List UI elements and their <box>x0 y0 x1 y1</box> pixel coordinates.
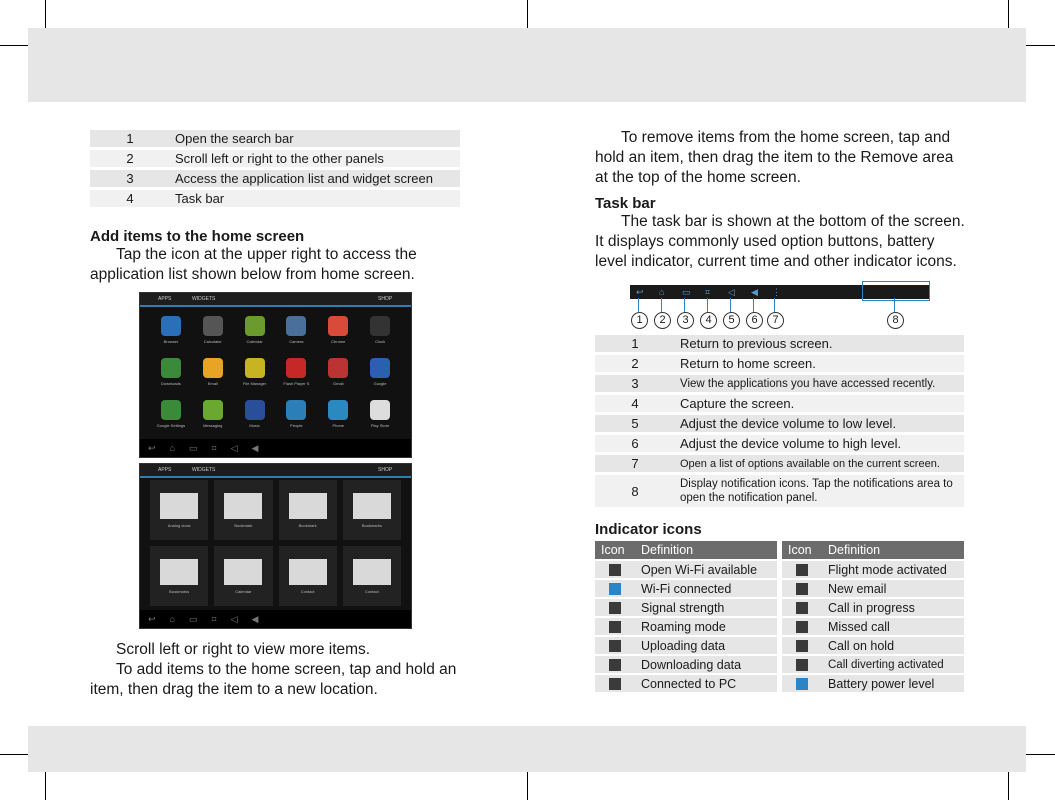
app-icon <box>286 316 306 336</box>
paragraph-line: application list shown below from home screen. <box>90 266 415 283</box>
home-screen-legend-table <box>90 127 460 210</box>
wifi-connected-icon <box>609 583 621 595</box>
app-label: Play Store <box>370 423 390 428</box>
volume-down-icon: ◁ <box>230 442 238 453</box>
definition-cell: Connected to PC <box>635 675 777 692</box>
app-icon <box>286 400 306 420</box>
row-number: 7 <box>595 455 675 472</box>
app-label: Email <box>207 381 218 386</box>
app-icon-item <box>192 351 234 393</box>
app-icon <box>161 400 181 420</box>
airplane-icon <box>796 564 808 576</box>
column-header-icon: Icon <box>595 541 635 559</box>
bottom-band <box>28 726 1026 772</box>
app-icon <box>245 358 265 378</box>
callout-number: 1 <box>631 312 648 329</box>
tab-apps: APPS <box>158 467 172 473</box>
app-label: File Manager <box>242 381 267 386</box>
notification-area-highlight <box>862 281 930 301</box>
callout-number: 7 <box>767 312 784 329</box>
widget-item <box>150 480 208 540</box>
remove-items-section <box>595 128 995 188</box>
menu-icon: ⋮ <box>772 287 781 297</box>
callout-leader <box>753 298 754 312</box>
task-bar-illustration <box>630 285 930 299</box>
email-icon <box>796 583 808 595</box>
app-label: Flash Player S <box>283 381 310 386</box>
callout-number: 2 <box>654 312 671 329</box>
back-icon: ↩ <box>636 287 644 297</box>
crop-mark <box>1008 0 1009 28</box>
column-header-definition: Definition <box>822 541 964 559</box>
app-icon-item <box>275 309 317 351</box>
roaming-icon <box>609 621 621 633</box>
app-icon <box>203 358 223 378</box>
back-icon: ↩ <box>148 613 156 624</box>
row-description: Scroll left or right to the other panels <box>170 150 460 167</box>
paragraph-line: It displays commonly used option buttons, battery <box>595 233 935 250</box>
recent-apps-icon: ▭ <box>188 442 198 453</box>
tab-widgets: WIDGETS <box>192 296 216 302</box>
row-number: 5 <box>595 415 675 432</box>
app-icon-item <box>234 393 276 435</box>
widget-label: Analog clock <box>167 522 191 528</box>
indicator-icons-heading: Indicator icons <box>595 521 702 538</box>
callout-number: 5 <box>723 312 740 329</box>
app-icon-item <box>317 309 359 351</box>
app-label: Calculator <box>203 339 222 344</box>
app-icon <box>286 358 306 378</box>
row-number: 1 <box>90 130 170 147</box>
add-items-section <box>90 228 480 285</box>
widget-thumbnail <box>353 559 391 585</box>
signal-strength-icon <box>609 602 621 614</box>
row-number: 4 <box>595 395 675 412</box>
widget-thumbnail <box>224 493 262 519</box>
crop-mark <box>45 0 46 28</box>
widget-thumbnail <box>289 493 327 519</box>
missed-call-icon <box>796 621 808 633</box>
widget-item <box>279 480 337 540</box>
app-icon-item <box>234 351 276 393</box>
app-grid <box>150 309 401 435</box>
task-bar-section <box>595 195 995 272</box>
screenshot-tab-bar <box>140 464 411 478</box>
crop-mark <box>1026 754 1055 755</box>
column-header-definition: Definition <box>635 541 777 559</box>
callout-leader <box>894 298 895 312</box>
definition-cell: Downloading data <box>635 656 777 673</box>
definition-cell: New email <box>822 580 964 597</box>
app-label: Phone <box>332 423 345 428</box>
battery-icon <box>796 678 808 690</box>
row-description: Return to home screen. <box>675 355 964 372</box>
crop-mark <box>527 772 528 800</box>
row-description: Open the search bar <box>170 130 460 147</box>
callout-leader <box>730 298 731 312</box>
download-icon <box>609 659 621 671</box>
recent-apps-icon: ▭ <box>188 613 198 624</box>
upload-icon <box>609 640 621 652</box>
screenshot-nav-bar <box>140 610 411 628</box>
callout-leader <box>774 298 775 312</box>
app-icon <box>161 358 181 378</box>
recent-apps-icon: ▭ <box>682 287 691 297</box>
row-description: Open a list of options available on the current screen. <box>675 455 964 472</box>
screenshot-icon: ⌗ <box>211 613 217 624</box>
definition-cell: Call diverting activated <box>822 656 964 673</box>
crop-mark <box>1026 45 1055 46</box>
shop-label: SHOP <box>378 467 393 473</box>
paragraph-line: Scroll left or right to view more items. <box>116 641 371 658</box>
tab-apps: APPS <box>158 296 172 302</box>
app-icon-item <box>317 393 359 435</box>
app-icon-item <box>317 351 359 393</box>
widget-label: Bookmarks <box>361 522 382 528</box>
definition-cell: Signal strength <box>635 599 777 616</box>
app-icon <box>370 400 390 420</box>
crop-mark <box>0 45 28 46</box>
row-description: Adjust the device volume to low level. <box>675 415 964 432</box>
widget-label: Bookmark <box>234 522 253 528</box>
app-icon-item <box>275 393 317 435</box>
widget-thumbnail <box>160 493 198 519</box>
callout-number: 8 <box>887 312 904 329</box>
app-icon <box>203 316 223 336</box>
row-description: Access the application list and widget screen <box>170 170 460 187</box>
app-icon-item <box>359 309 401 351</box>
app-label: Gmail <box>333 381 344 386</box>
app-label: Music <box>249 423 260 428</box>
app-icon-item <box>234 309 276 351</box>
screenshot-nav-bar <box>140 439 411 457</box>
crop-mark <box>0 754 28 755</box>
column-header-icon: Icon <box>782 541 822 559</box>
definition-cell: Open Wi-Fi available <box>635 561 777 578</box>
row-number: 6 <box>595 435 675 452</box>
app-icon <box>245 400 265 420</box>
definition-cell: Uploading data <box>635 637 777 654</box>
app-icon-item <box>192 309 234 351</box>
callout-number: 6 <box>746 312 763 329</box>
definition-cell: Call in progress <box>822 599 964 616</box>
widget-label: Bookmark <box>298 522 317 528</box>
app-icon-item <box>150 309 192 351</box>
row-description: Display notification icons. Tap the notifications area to open the notification panel. <box>675 475 964 507</box>
back-icon: ↩ <box>148 442 156 453</box>
widget-item <box>214 480 272 540</box>
row-description: Adjust the device volume to high level. <box>675 435 964 452</box>
row-number: 4 <box>90 190 170 207</box>
volume-up-icon: ◀ <box>251 442 259 453</box>
volume-up-icon: ◀ <box>751 287 758 297</box>
app-icon-item <box>150 393 192 435</box>
widget-thumbnail <box>160 559 198 585</box>
definition-cell: Missed call <box>822 618 964 635</box>
widget-label: Contact <box>364 588 379 594</box>
definition-cell: Flight mode activated <box>822 561 964 578</box>
app-icon <box>370 358 390 378</box>
app-icon <box>328 316 348 336</box>
widget-item <box>343 480 401 540</box>
call-divert-icon <box>796 659 808 671</box>
top-band <box>28 28 1026 102</box>
home-icon: ⌂ <box>169 443 175 453</box>
definition-cell: Roaming mode <box>635 618 777 635</box>
indicator-table-left <box>595 539 777 694</box>
tab-widgets: WIDGETS <box>192 467 216 473</box>
paragraph-line: hold an item, then drag the item to the Remove area <box>595 149 954 166</box>
widget-item <box>150 546 208 606</box>
app-icon-item <box>275 351 317 393</box>
volume-down-icon: ◁ <box>728 287 735 297</box>
paragraph-line: To add items to the home screen, tap and hold an <box>116 661 457 678</box>
definition-cell: Battery power level <box>822 675 964 692</box>
section-heading: Task bar <box>595 195 656 212</box>
row-number: 3 <box>595 375 675 392</box>
app-icon <box>328 400 348 420</box>
row-description: View the applications you have accessed recently. <box>675 375 964 392</box>
app-label: Clock <box>375 339 386 344</box>
row-number: 1 <box>595 335 675 352</box>
crop-mark <box>1008 772 1009 800</box>
call-hold-icon <box>796 640 808 652</box>
crop-mark <box>527 0 528 28</box>
widget-thumbnail <box>224 559 262 585</box>
app-label: Browser <box>163 339 179 344</box>
home-icon: ⌂ <box>659 287 665 297</box>
phone-icon <box>796 602 808 614</box>
screenshot-icon: ⌗ <box>705 287 711 297</box>
widget-thumbnail <box>289 559 327 585</box>
definition-cell: Wi-Fi connected <box>635 580 777 597</box>
app-label: Google Settings <box>156 423 186 428</box>
home-icon: ⌂ <box>169 614 175 624</box>
app-label: Chrome <box>331 339 346 344</box>
paragraph-line: Tap the icon at the upper right to access the <box>116 246 417 263</box>
row-number: 8 <box>595 475 675 507</box>
paragraph-line: level indicator, current time and other indicator icons. <box>595 253 957 270</box>
open-wifi-icon <box>609 564 621 576</box>
task-bar-legend-table <box>595 332 964 510</box>
widget-item <box>214 546 272 606</box>
app-icon-item <box>192 393 234 435</box>
app-icon-item <box>359 351 401 393</box>
widget-label: Calendar <box>235 588 252 594</box>
apps-screenshot <box>139 292 412 458</box>
paragraph-line: item, then drag the item to a new location. <box>90 681 378 698</box>
section-heading: Add items to the home screen <box>90 228 305 245</box>
indicator-table-right <box>782 539 964 694</box>
widget-item <box>279 546 337 606</box>
shop-label: SHOP <box>378 296 393 302</box>
volume-up-icon: ◀ <box>251 613 259 624</box>
app-icon <box>245 316 265 336</box>
callout-leader <box>707 298 708 312</box>
paragraph-line: To remove items from the home screen, tap and <box>621 129 951 146</box>
callout-number: 3 <box>677 312 694 329</box>
volume-down-icon: ◁ <box>230 613 238 624</box>
row-number: 3 <box>90 170 170 187</box>
app-icon-item <box>150 351 192 393</box>
row-number: 2 <box>90 150 170 167</box>
paragraph-line: at the top of the home screen. <box>595 169 801 186</box>
widget-label: Bookmarks <box>169 588 190 594</box>
widget-grid <box>150 480 401 606</box>
widget-item <box>343 546 401 606</box>
app-icon <box>370 316 390 336</box>
usb-icon <box>609 678 621 690</box>
app-label: Google <box>373 381 387 386</box>
app-label: Messaging <box>203 423 223 428</box>
app-icon <box>328 358 348 378</box>
paragraph-line: The task bar is shown at the bottom of the screen. <box>621 213 965 230</box>
app-icon <box>203 400 223 420</box>
row-description: Capture the screen. <box>675 395 964 412</box>
callout-leader <box>661 298 662 312</box>
definition-cell: Call on hold <box>822 637 964 654</box>
scroll-add-section <box>90 640 490 700</box>
screenshot-tab-bar <box>140 293 411 307</box>
widgets-screenshot <box>139 463 412 629</box>
callout-number: 4 <box>700 312 717 329</box>
app-icon <box>161 316 181 336</box>
widget-thumbnail <box>353 493 391 519</box>
callout-leader <box>684 298 685 312</box>
app-label: People <box>290 423 303 428</box>
app-label: Downloads <box>161 381 181 386</box>
callout-leader <box>638 298 639 312</box>
row-description: Return to previous screen. <box>675 335 964 352</box>
app-label: Calendar <box>246 339 263 344</box>
widget-label: Contact <box>300 588 315 594</box>
row-number: 2 <box>595 355 675 372</box>
screenshot-icon: ⌗ <box>211 442 217 453</box>
crop-mark <box>45 772 46 800</box>
app-icon-item <box>359 393 401 435</box>
row-description: Task bar <box>170 190 460 207</box>
app-label: Camera <box>289 339 304 344</box>
